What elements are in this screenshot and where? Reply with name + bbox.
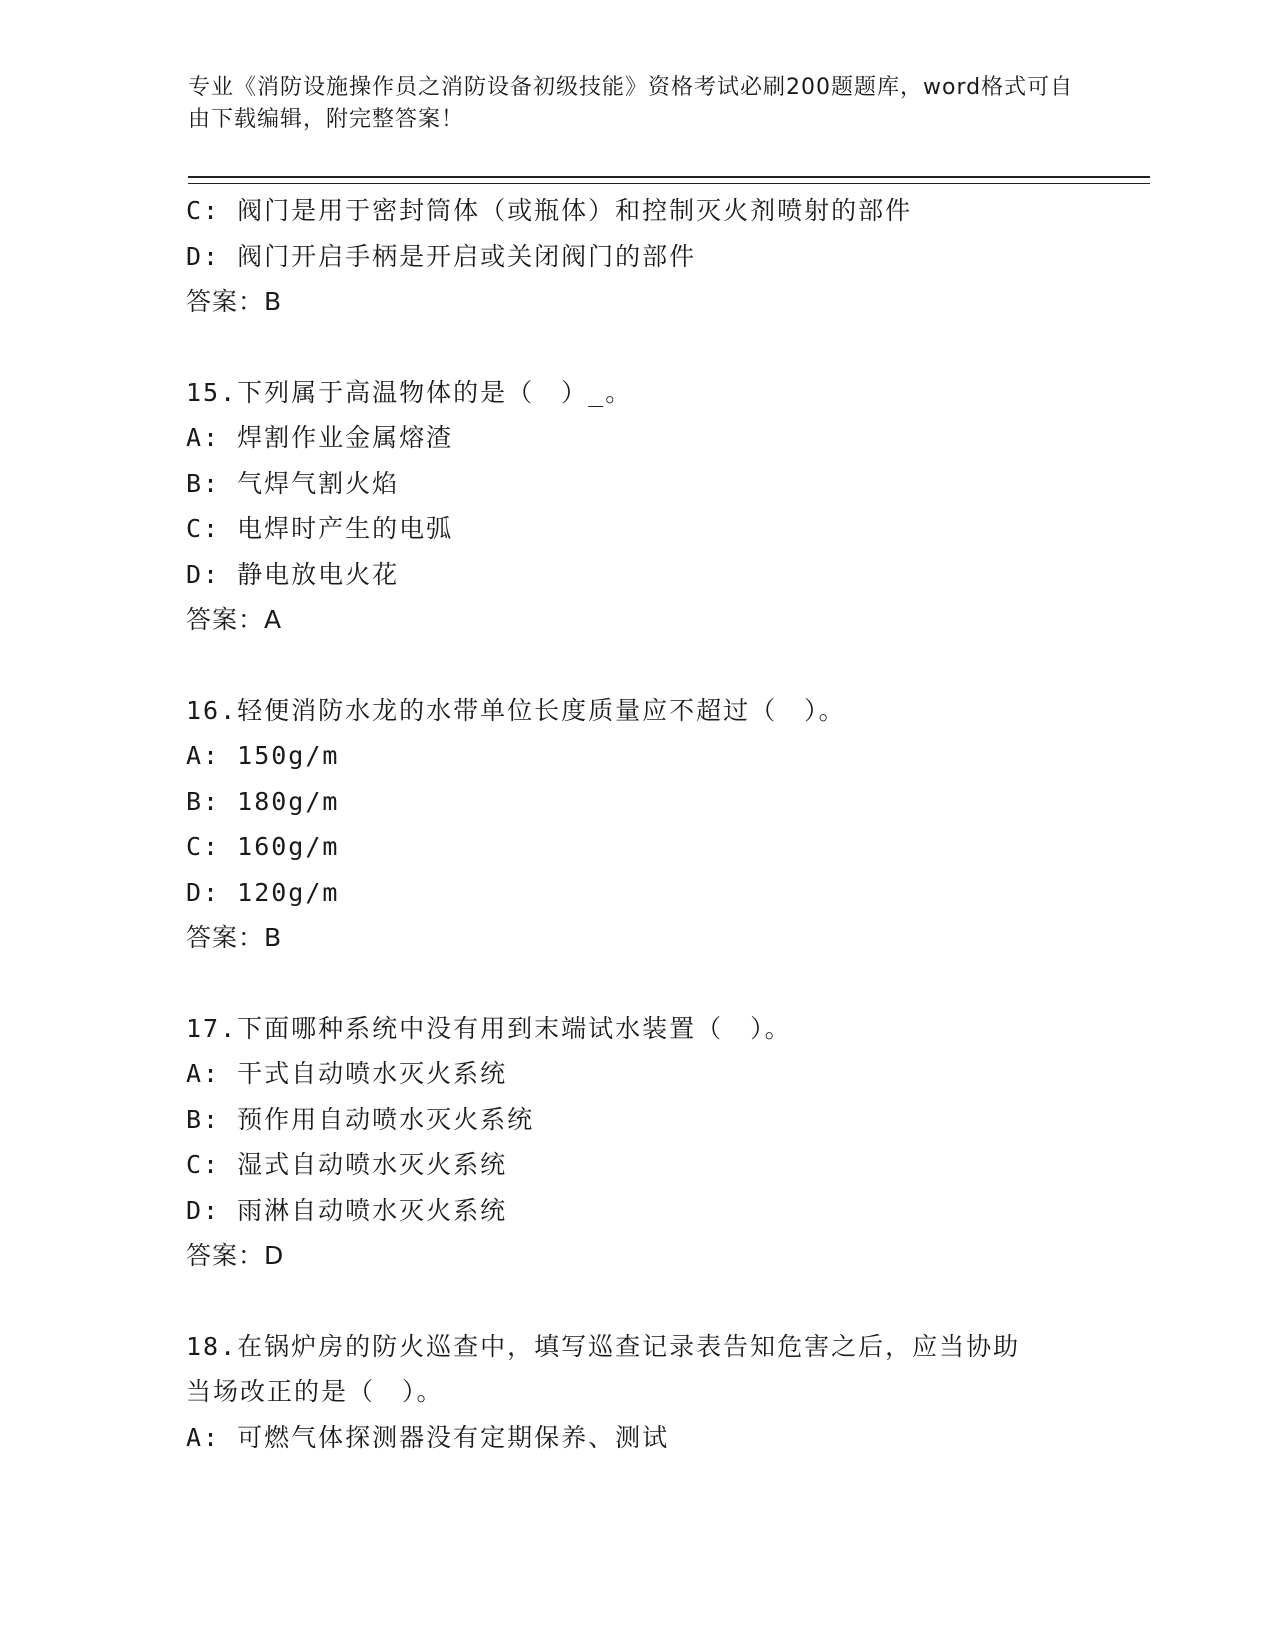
option-a: A: 焊割作业金属熔渣 [186, 423, 454, 452]
answer-label: 答案：B [186, 287, 283, 316]
option-d: D: 雨淋自动喷水灭火系统 [186, 1195, 508, 1225]
option-a: A: 可燃气体探测器没有定期保养、测试 [186, 1422, 670, 1452]
header-rule-thick [188, 176, 1150, 178]
answer-label: 答案：D [186, 1241, 285, 1270]
spacer [186, 325, 1116, 370]
question-14-tail [186, 188, 1116, 325]
question-list [186, 188, 1116, 1460]
question-stem-line-2: 当场改正的是（ ）。 [186, 1377, 444, 1406]
question-15 [186, 370, 1116, 643]
option-c: C: 阀门是用于密封筒体（或瓶体）和控制灭火剂喷射的部件 [186, 196, 913, 225]
option-c: C: 湿式自动喷水灭火系统 [186, 1150, 508, 1179]
spacer [186, 643, 1116, 688]
spacer [186, 1279, 1116, 1324]
question-16 [186, 688, 1116, 961]
question-18 [186, 1324, 1116, 1461]
header-rule-thin [188, 183, 1150, 184]
option-b: B: 180g/m [186, 786, 340, 816]
option-b: B: 预作用自动喷水灭火系统 [186, 1104, 535, 1134]
question-17 [186, 1006, 1116, 1279]
option-d: D: 静电放电火花 [186, 559, 400, 589]
question-stem: 16.轻便消防水龙的水带单位长度质量应不超过（ ）。 [186, 695, 846, 725]
option-d: D: 阀门开启手柄是开启或关闭阀门的部件 [186, 241, 697, 271]
document-header: 专业《消防设施操作员之消防设备初级技能》资格考试必刷200题题库，word格式可自由下载编辑，附完整答案！ [188, 75, 1074, 132]
option-a: A: 干式自动喷水灭火系统 [186, 1059, 508, 1088]
option-c: C: 电焊时产生的电弧 [186, 514, 454, 543]
spacer [186, 961, 1116, 1006]
option-a: A: 150g/m [186, 741, 340, 770]
answer-label: 答案：B [186, 923, 283, 952]
option-b: B: 气焊气割火焰 [186, 468, 400, 498]
option-d: D: 120g/m [186, 877, 340, 907]
question-stem: 15.下列属于高温物体的是（ ）_。 [186, 377, 633, 407]
option-c: C: 160g/m [186, 832, 340, 861]
question-stem: 17.下面哪种系统中没有用到末端试水装置（ ）。 [186, 1013, 792, 1043]
question-stem-line-1: 18.在锅炉房的防火巡查中，填写巡查记录表告知危害之后，应当协助 [186, 1331, 1021, 1361]
answer-label: 答案：A [186, 605, 283, 634]
